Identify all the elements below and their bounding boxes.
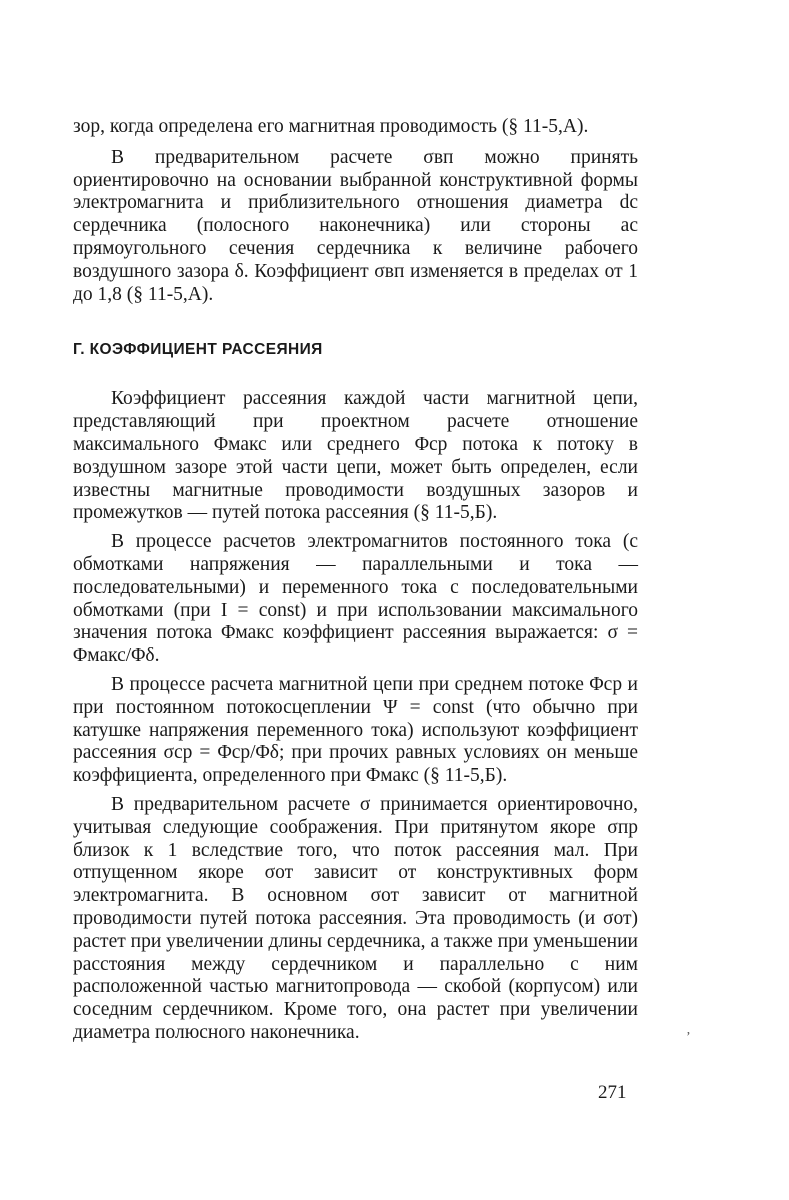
page-number: 271 (598, 1082, 627, 1103)
paragraph-average-flux: В процессе расчета магнитной цепи при среднем потоке Φср и при постоянном потокосцеплении Ψ = const (что обычно при катушке напряжения переменного тока) используют коэффициент рассеяния σср = Φср/Φδ; при прочих равных условиях он меньше коэффициента, определенного при Φмакс (§ 11-5,Б). (73, 673, 638, 787)
paragraph-dc-calculation: В процессе расчетов электромагнитов постоянного тока (с обмотками напряжения — параллельными и тока — последовательными) и переменного тока с последовательными обмотками (при I = const) и при использовании максимального значения потока Φмакс коэффициент рассеяния выражается: σ = Φмакс/Φδ. (73, 531, 638, 667)
page-text-block (73, 116, 638, 1045)
paragraph-preliminary-sigma-vp: В предварительном расчете σвп можно принять ориентировочно на основании выбранной конструктивной формы электромагнита и приблизительного отношения диаметра dc сердечника (полосного наконечника) или стороны ac прямоугольного сечения сердечника к величине рабочего воздушного зазора δ. Коэффициент σвп изменяется в пределах от 1 до 1,8 (§ 11-5,А). (73, 146, 638, 305)
paragraph-continuation: зор, когда определена его магнитная проводимость (§ 11-5,А). (73, 116, 589, 137)
paragraph-preliminary-sigma: В предварительном расчете σ принимается ориентировочно, учитывая следующие соображения. При притянутом якоре σпр близок к 1 вследствие того, что поток рассеяния мал. При отпущенном якоре σот зависит от конструктивных форм электромагнита. В основном σот зависит от магнитной проводимости путей потока рассеяния. Эта проводимость (и σот) растет при увеличении длины сердечника, а также при уменьшении расстояния между сердечником и параллельно с ним расположенной частью магнитопровода — скобой (корпусом) или соседним сердечником. Кроме того, она растет при увеличении диаметра полюсного наконечника. (73, 793, 638, 1043)
margin-mark: ’ (686, 1030, 691, 1045)
paragraph-definition: Коэффициент рассеяния каждой части магнитной цепи, представляющий при проектном расчете отношение максимального Φмакс или среднего Φср потока к потоку в воздушном зазоре этой части цепи, может быть определен, если известны магнитные проводимости воздушных зазоров и промежутков — путей потока рассеяния (§ 11-5,Б). (73, 388, 638, 524)
section-heading: Г. КОЭФФИЦИЕНТ РАССЕЯНИЯ (73, 341, 323, 359)
